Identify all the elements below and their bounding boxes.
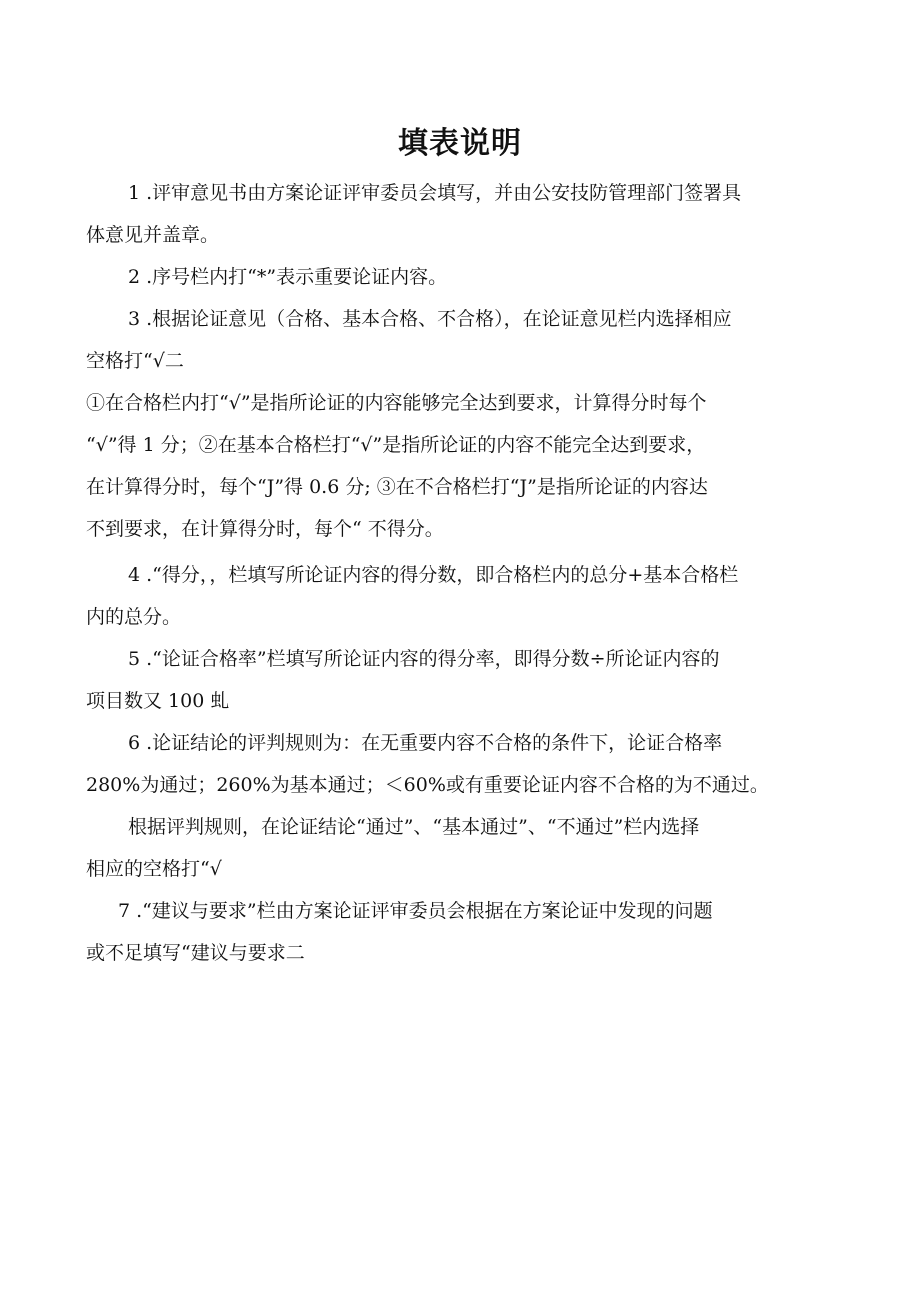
document-body xyxy=(86,172,840,974)
item-6-line-4: 相应的空格打“√ xyxy=(86,858,222,880)
item-6-line-1: 6 .论证结论的评判规则为：在无重要内容不合格的条件下，论证合格率 xyxy=(128,732,723,754)
item-3-detail-line-3: 在计算得分时，每个“J”得 0.6 分; ③在不合格栏打“J”是指所论证的内容达 xyxy=(86,476,708,498)
item-4-line-1: 4 .“得分，，栏填写所论证内容的得分数，即合格栏内的总分+基本合格栏 xyxy=(128,564,739,586)
item-6-line-3: 根据评判规则，在论证结论“通过”、“基本通过”、“不通过”栏内选择 xyxy=(128,816,700,838)
item-3-detail-line-1: ①在合格栏内打“√”是指所论证的内容能够完全达到要求，计算得分时每个 xyxy=(86,392,707,414)
item-3-detail-line-2: “√”得 1 分；②在基本合格栏打“√”是指所论证的内容不能完全达到要求， xyxy=(86,434,706,456)
item-3-line-2: 空格打“√二 xyxy=(86,350,184,372)
item-3-detail-line-4: 不到要求，在计算得分时，每个“ 不得分。 xyxy=(86,518,444,540)
item-4-line-2: 内的总分。 xyxy=(86,606,182,628)
item-7-line-2: 或不足填写“建议与要求二 xyxy=(86,942,305,964)
item-6-line-2: 280%为通过；260%为基本通过；＜60%或有重要论证内容不合格的为不通过。 xyxy=(86,774,769,796)
item-1-line-2: 体意见并盖章。 xyxy=(86,224,220,246)
item-2-line-1: 2 .序号栏内打“*”表示重要论证内容。 xyxy=(128,266,448,288)
page-title: 填表说明 xyxy=(398,126,522,161)
item-3-line-1: 3 .根据论证意见（合格、基本合格、不合格），在论证意见栏内选择相应 xyxy=(128,308,732,330)
item-5-line-2: 项目数又 100 虬 xyxy=(86,690,230,712)
item-1-line-1: 1 .评审意见书由方案论证评审委员会填写，并由公安技防管理部门签署具 xyxy=(128,182,742,204)
item-7-line-1: 7 .“建议与要求”栏由方案论证评审委员会根据在方案论证中发现的问题 xyxy=(118,900,713,922)
item-5-line-1: 5 .“论证合格率”栏填写所论证内容的得分率，即得分数÷所论证内容的 xyxy=(128,648,720,670)
